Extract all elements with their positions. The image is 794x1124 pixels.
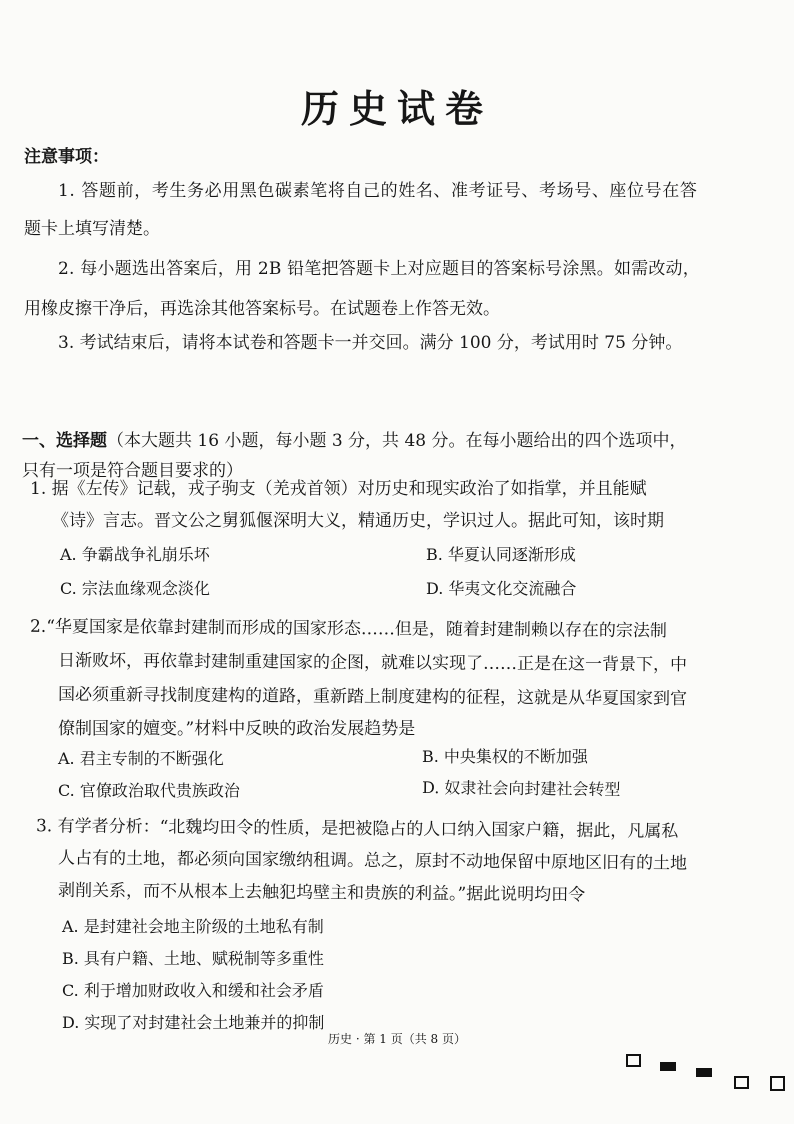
question-2-option-d: D. 奴隶社会向封建社会转型 xyxy=(421,777,621,800)
alignment-mark xyxy=(734,1076,749,1089)
notice-line-5: 3. 考试结束后，请将本试卷和答题卡一并交回。满分 100 分，考试用时 75 分钟。 xyxy=(58,333,683,353)
alignment-mark xyxy=(696,1068,712,1077)
question-3-option-a: A. 是封建社会地主阶级的土地私有制 xyxy=(62,917,324,936)
alignment-mark xyxy=(660,1062,676,1071)
notice-line-4: 用橡皮擦干净后，再选涂其他答案标号。在试题卷上作答无效。 xyxy=(24,299,500,319)
question-3-option-d: D. 实现了对封建社会土地兼并的抑制 xyxy=(62,1013,325,1032)
question-2-stem-line-4: 僚制国家的嬗变。”材料中反映的政治发展趋势是 xyxy=(58,719,416,739)
section-heading-line xyxy=(22,430,687,452)
page-title: 历史试卷 xyxy=(300,87,493,131)
section-title: 一、选择题 xyxy=(22,431,107,451)
question-1-option-a: A. 争霸战争礼崩乐坏 xyxy=(60,545,210,564)
notice-heading: 注意事项： xyxy=(24,147,109,167)
notice-line-2: 题卡上填写清楚。 xyxy=(24,219,160,239)
question-3-option-c: C. 利于增加财政收入和缓和社会矛盾 xyxy=(62,981,324,1000)
question-2-stem-line-1: 2.“华夏国家是依靠封建制而形成的国家形态……但是，随着封建制赖以存在的宗法制 xyxy=(29,616,667,642)
question-2-option-c: C. 官僚政治取代贵族政治 xyxy=(58,781,240,800)
section-description-line-2: 只有一项是符合题目要求的） xyxy=(22,461,243,481)
section-description: （本大题共 16 小题，每小题 3 分，共 48 分。在每小题给出的四个选项中， xyxy=(107,431,687,451)
alignment-mark xyxy=(770,1076,785,1091)
question-2-option-b: B. 中央集权的不断加强 xyxy=(422,747,588,766)
question-1-option-c: C. 宗法血缘观念淡化 xyxy=(60,579,210,598)
question-3-option-b: B. 具有户籍、土地、赋税制等多重性 xyxy=(62,949,324,968)
question-3-stem-line-2: 人占有的土地，都必须向国家缴纳租调。总之，原封不动地保留中原地区旧有的土地 xyxy=(57,848,688,874)
question-3-stem-line-1: 3. 有学者分析：“北魏均田令的性质，是把被隐占的人口纳入国家户籍，据此，凡属私 xyxy=(35,816,679,842)
question-2-stem-line-3: 国必须重新寻找制度建构的道路，重新踏上制度建构的征程，这就是从华夏国家到官 xyxy=(57,684,688,710)
question-1-option-d: D. 华夷文化交流融合 xyxy=(426,579,577,598)
alignment-mark xyxy=(626,1054,641,1067)
question-1-option-b: B. 华夏认同逐渐形成 xyxy=(426,545,576,564)
question-2-stem-line-2: 日渐败坏，再依靠封建制重建国家的企图，就难以实现了……正是在这一背景下，中 xyxy=(57,650,688,676)
question-1-stem-line-2: 《诗》言志。晋文公之舅狐偃深明大义，精通历史，学识过人。据此可知，该时期 xyxy=(52,511,664,531)
question-1-stem-line-1: 1. 据《左传》记载，戎子驹支（羌戎首领）对历史和现实政治了如指掌，并且能赋 xyxy=(30,479,647,499)
question-2-option-a: A. 君主专制的不断强化 xyxy=(58,749,224,768)
notice-line-1: 1. 答题前，考生务必用黑色碳素笔将自己的姓名、准考证号、考场号、座位号在答 xyxy=(58,181,698,201)
question-3-stem-line-3: 剥削关系，而不从根本上去触犯坞壁主和贵族的利益。”据此说明均田令 xyxy=(57,880,586,906)
page-footer: 历史 · 第 1 页（共 8 页） xyxy=(328,1032,466,1046)
notice-line-3: 2. 每小题选出答案后，用 2B 铅笔把答题卡上对应题目的答案标号涂黑。如需改动， xyxy=(58,259,700,279)
